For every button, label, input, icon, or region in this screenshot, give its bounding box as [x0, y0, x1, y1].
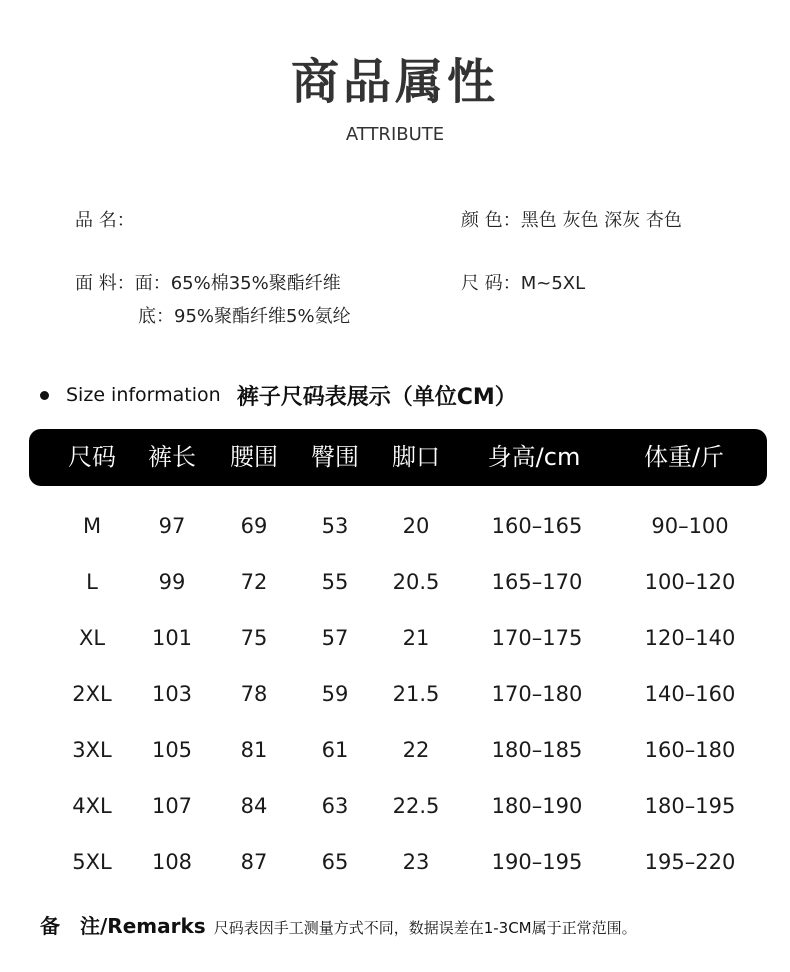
- cell-hip: 65: [321, 850, 349, 874]
- cell-height: 180–190: [491, 794, 583, 818]
- cell-weight: 160–180: [644, 738, 736, 762]
- header-size: 尺码: [68, 443, 116, 471]
- attr-material: 面 料：面：65%棉35%聚酯纤维: [75, 273, 341, 294]
- cell-hip: 63: [321, 794, 349, 818]
- table-row: [0, 554, 790, 610]
- cell-weight: 120–140: [644, 626, 736, 650]
- cell-hem: 21: [402, 626, 430, 650]
- cell-length: 107: [151, 794, 193, 818]
- cell-hip: 55: [321, 570, 349, 594]
- cell-height: 165–170: [491, 570, 583, 594]
- cell-length: 99: [158, 570, 186, 594]
- table-row: [0, 778, 790, 834]
- cell-waist: 78: [240, 682, 268, 706]
- cell-waist: 84: [240, 794, 268, 818]
- cell-height: 170–180: [491, 682, 583, 706]
- remarks-label: 备 注/Remarks: [40, 914, 206, 938]
- cell-height: 190–195: [491, 850, 583, 874]
- header-waist: 腰围: [230, 443, 278, 471]
- cell-hip: 57: [321, 626, 349, 650]
- size-heading-en: Size information: [66, 384, 221, 406]
- cell-length: 97: [158, 514, 186, 538]
- remarks-text: 尺码表因手工测量方式不同，数据误差在1-3CM属于正常范围。: [213, 919, 637, 937]
- cell-size: XL: [78, 626, 106, 650]
- cell-size: M: [82, 514, 102, 538]
- header-height: 身高/cm: [487, 443, 581, 471]
- cell-waist: 81: [240, 738, 268, 762]
- cell-length: 108: [151, 850, 193, 874]
- header-length: 裤长: [148, 443, 196, 471]
- header-hem: 脚口: [392, 443, 440, 471]
- attr-material-bottom: 底：95%聚酯纤维5%氨纶: [138, 306, 351, 327]
- cell-weight: 140–160: [644, 682, 736, 706]
- cell-size: 3XL: [72, 738, 112, 762]
- cell-length: 101: [151, 626, 193, 650]
- cell-hip: 61: [321, 738, 349, 762]
- cell-size: 4XL: [72, 794, 112, 818]
- cell-weight: 100–120: [644, 570, 736, 594]
- table-row: [0, 666, 790, 722]
- cell-hip: 59: [321, 682, 349, 706]
- cell-weight: 90–100: [651, 514, 729, 538]
- cell-size: 2XL: [72, 682, 112, 706]
- remarks: [40, 910, 637, 936]
- header-hip: 臀围: [311, 443, 359, 471]
- table-row: [0, 610, 790, 666]
- cell-waist: 69: [240, 514, 268, 538]
- cell-size: 5XL: [72, 850, 112, 874]
- cell-height: 170–175: [491, 626, 583, 650]
- page-title: 商品属性: [290, 54, 499, 110]
- cell-hem: 21.5: [392, 682, 440, 706]
- cell-height: 160–165: [491, 514, 583, 538]
- cell-weight: 180–195: [644, 794, 736, 818]
- cell-length: 103: [151, 682, 193, 706]
- bullet-icon: [40, 391, 49, 400]
- cell-waist: 87: [240, 850, 268, 874]
- cell-length: 105: [151, 738, 193, 762]
- cell-waist: 72: [240, 570, 268, 594]
- cell-hem: 23: [402, 850, 430, 874]
- size-heading: [40, 380, 517, 410]
- table-row: [0, 722, 790, 778]
- size-heading-cn: 裤子尺码表展示（单位CM）: [236, 384, 517, 410]
- table-row: [0, 498, 790, 554]
- size-table-header: [29, 429, 767, 486]
- header-weight: 体重/斤: [643, 443, 725, 471]
- cell-hem: 20: [402, 514, 430, 538]
- cell-hip: 53: [321, 514, 349, 538]
- attr-color: 颜 色：黑色 灰色 深灰 杏色: [461, 210, 682, 231]
- cell-hem: 22.5: [392, 794, 440, 818]
- cell-weight: 195–220: [644, 850, 736, 874]
- cell-size: L: [86, 570, 98, 594]
- attr-name: 品 名：: [75, 210, 135, 231]
- attr-size: 尺 码：M~5XL: [461, 273, 586, 294]
- cell-height: 180–185: [491, 738, 583, 762]
- cell-hem: 22: [402, 738, 430, 762]
- cell-waist: 75: [240, 626, 268, 650]
- table-row: [0, 834, 790, 890]
- cell-hem: 20.5: [392, 570, 440, 594]
- page-subtitle: ATTRIBUTE: [345, 124, 445, 145]
